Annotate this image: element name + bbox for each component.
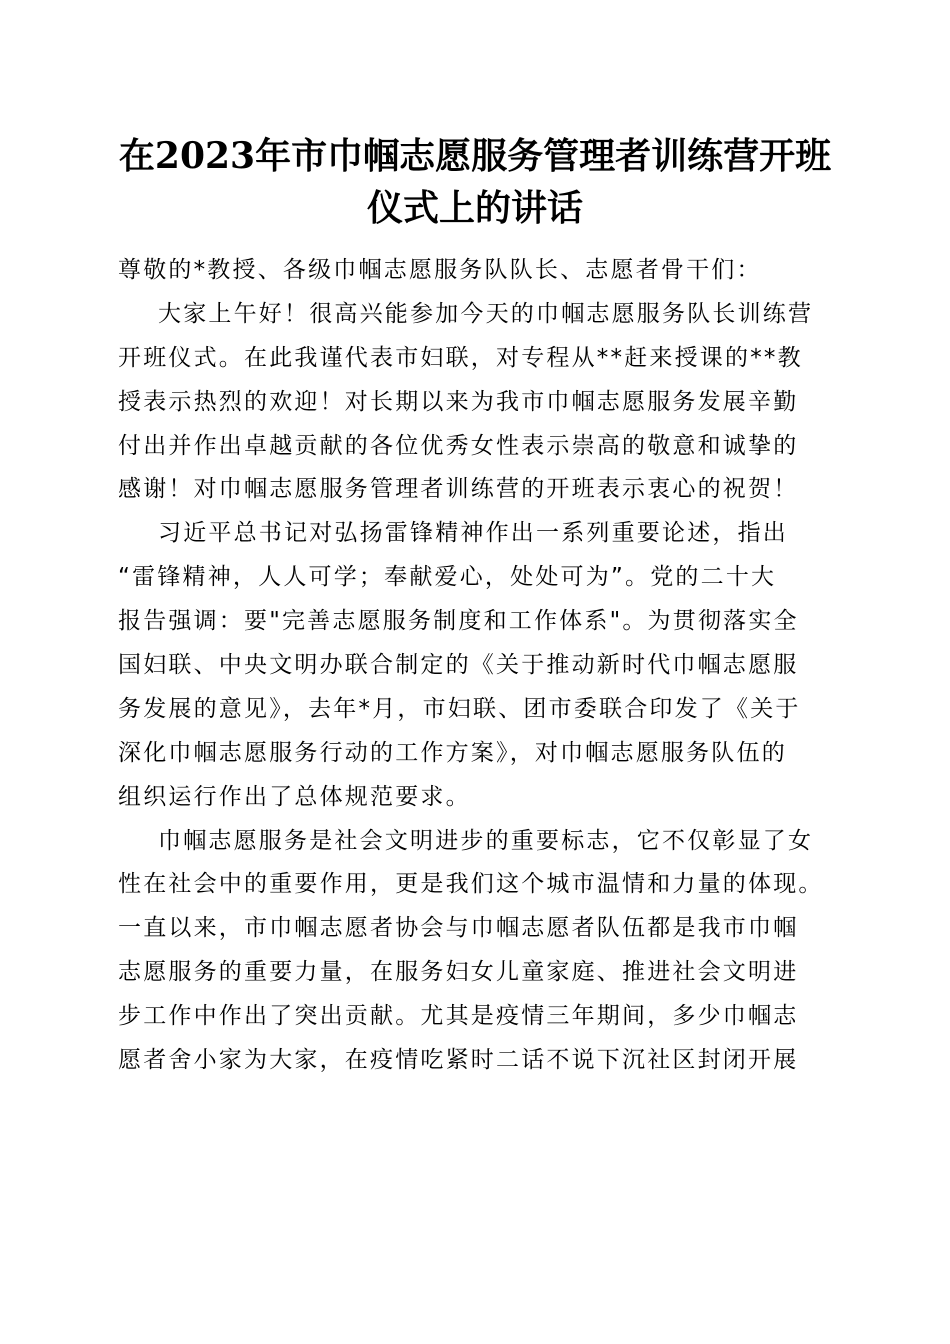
salutation: 尊敬的*教授、各级巾帼志愿服务队队长、志愿者骨干们： — [118, 257, 762, 283]
paragraph-line: 授表示热烈的欢迎！对长期以来为我市巾帼志愿服务发展辛勤 — [118, 388, 799, 415]
title-line-2: 仪式上的讲话 — [366, 187, 583, 229]
document-body — [118, 249, 848, 1083]
paragraph-line: 性在社会中的重要作用，更是我们这个城市温情和力量的体现。 — [118, 871, 824, 898]
paragraph-line: 开班仪式。在此我谨代表市妇联，对专程从**赶来授课的**教 — [118, 344, 803, 371]
paragraph-line: 付出并作出卓越贡献的各位优秀女性表示崇高的敬意和诚挚的 — [118, 432, 799, 459]
paragraph-line: 深化巾帼志愿服务行动的工作方案》，对巾帼志愿服务队伍的 — [118, 739, 787, 766]
paragraph-1 — [118, 293, 848, 512]
paragraph-line: 感谢！对巾帼志愿服务管理者训练营的开班表示衷心的祝贺！ — [118, 476, 799, 503]
paragraph-line: 习近平总书记对弘扬雷锋精神作出一系列重要论述，指出 — [158, 520, 788, 547]
paragraph-line: 组织运行作出了总体规范要求。 — [118, 783, 471, 810]
paragraph-line: 巾帼志愿服务是社会文明进步的重要标志，它不仅彰显了女 — [158, 827, 814, 854]
paragraph-line: 一直以来，市巾帼志愿者协会与巾帼志愿者队伍都是我市巾帼 — [118, 915, 799, 942]
paragraph-line: 务发展的意见》，去年*月，市妇联、团市委联合印发了《关于 — [118, 695, 801, 722]
document-title — [100, 130, 850, 234]
paragraph-line: 愿者舍小家为大家，在疫情吃紧时二话不说下沉社区封闭开展 — [118, 1047, 799, 1074]
paragraph-line: 大家上午好！很高兴能参加今天的巾帼志愿服务队长训练营 — [158, 300, 814, 327]
paragraph-3 — [118, 820, 848, 1083]
paragraph-line: 志愿服务的重要力量，在服务妇女儿童家庭、推进社会文明进 — [118, 959, 799, 986]
paragraph-2 — [118, 512, 848, 819]
title-line-1: 在2023年市巾帼志愿服务管理者训练营开班 — [118, 135, 832, 177]
paragraph-line: “雷锋精神，人人可学；奉献爱心，处处可为”。党的二十大 — [118, 564, 777, 591]
paragraph-line: 国妇联、中央文明办联合制定的《关于推动新时代巾帼志愿服 — [118, 652, 799, 679]
paragraph-line: 报告强调：要"完善志愿服务制度和工作体系"。为贯彻落实全 — [118, 608, 799, 635]
paragraph-line: 步工作中作出了突出贡献。尤其是疫情三年期间，多少巾帼志 — [118, 1003, 799, 1030]
